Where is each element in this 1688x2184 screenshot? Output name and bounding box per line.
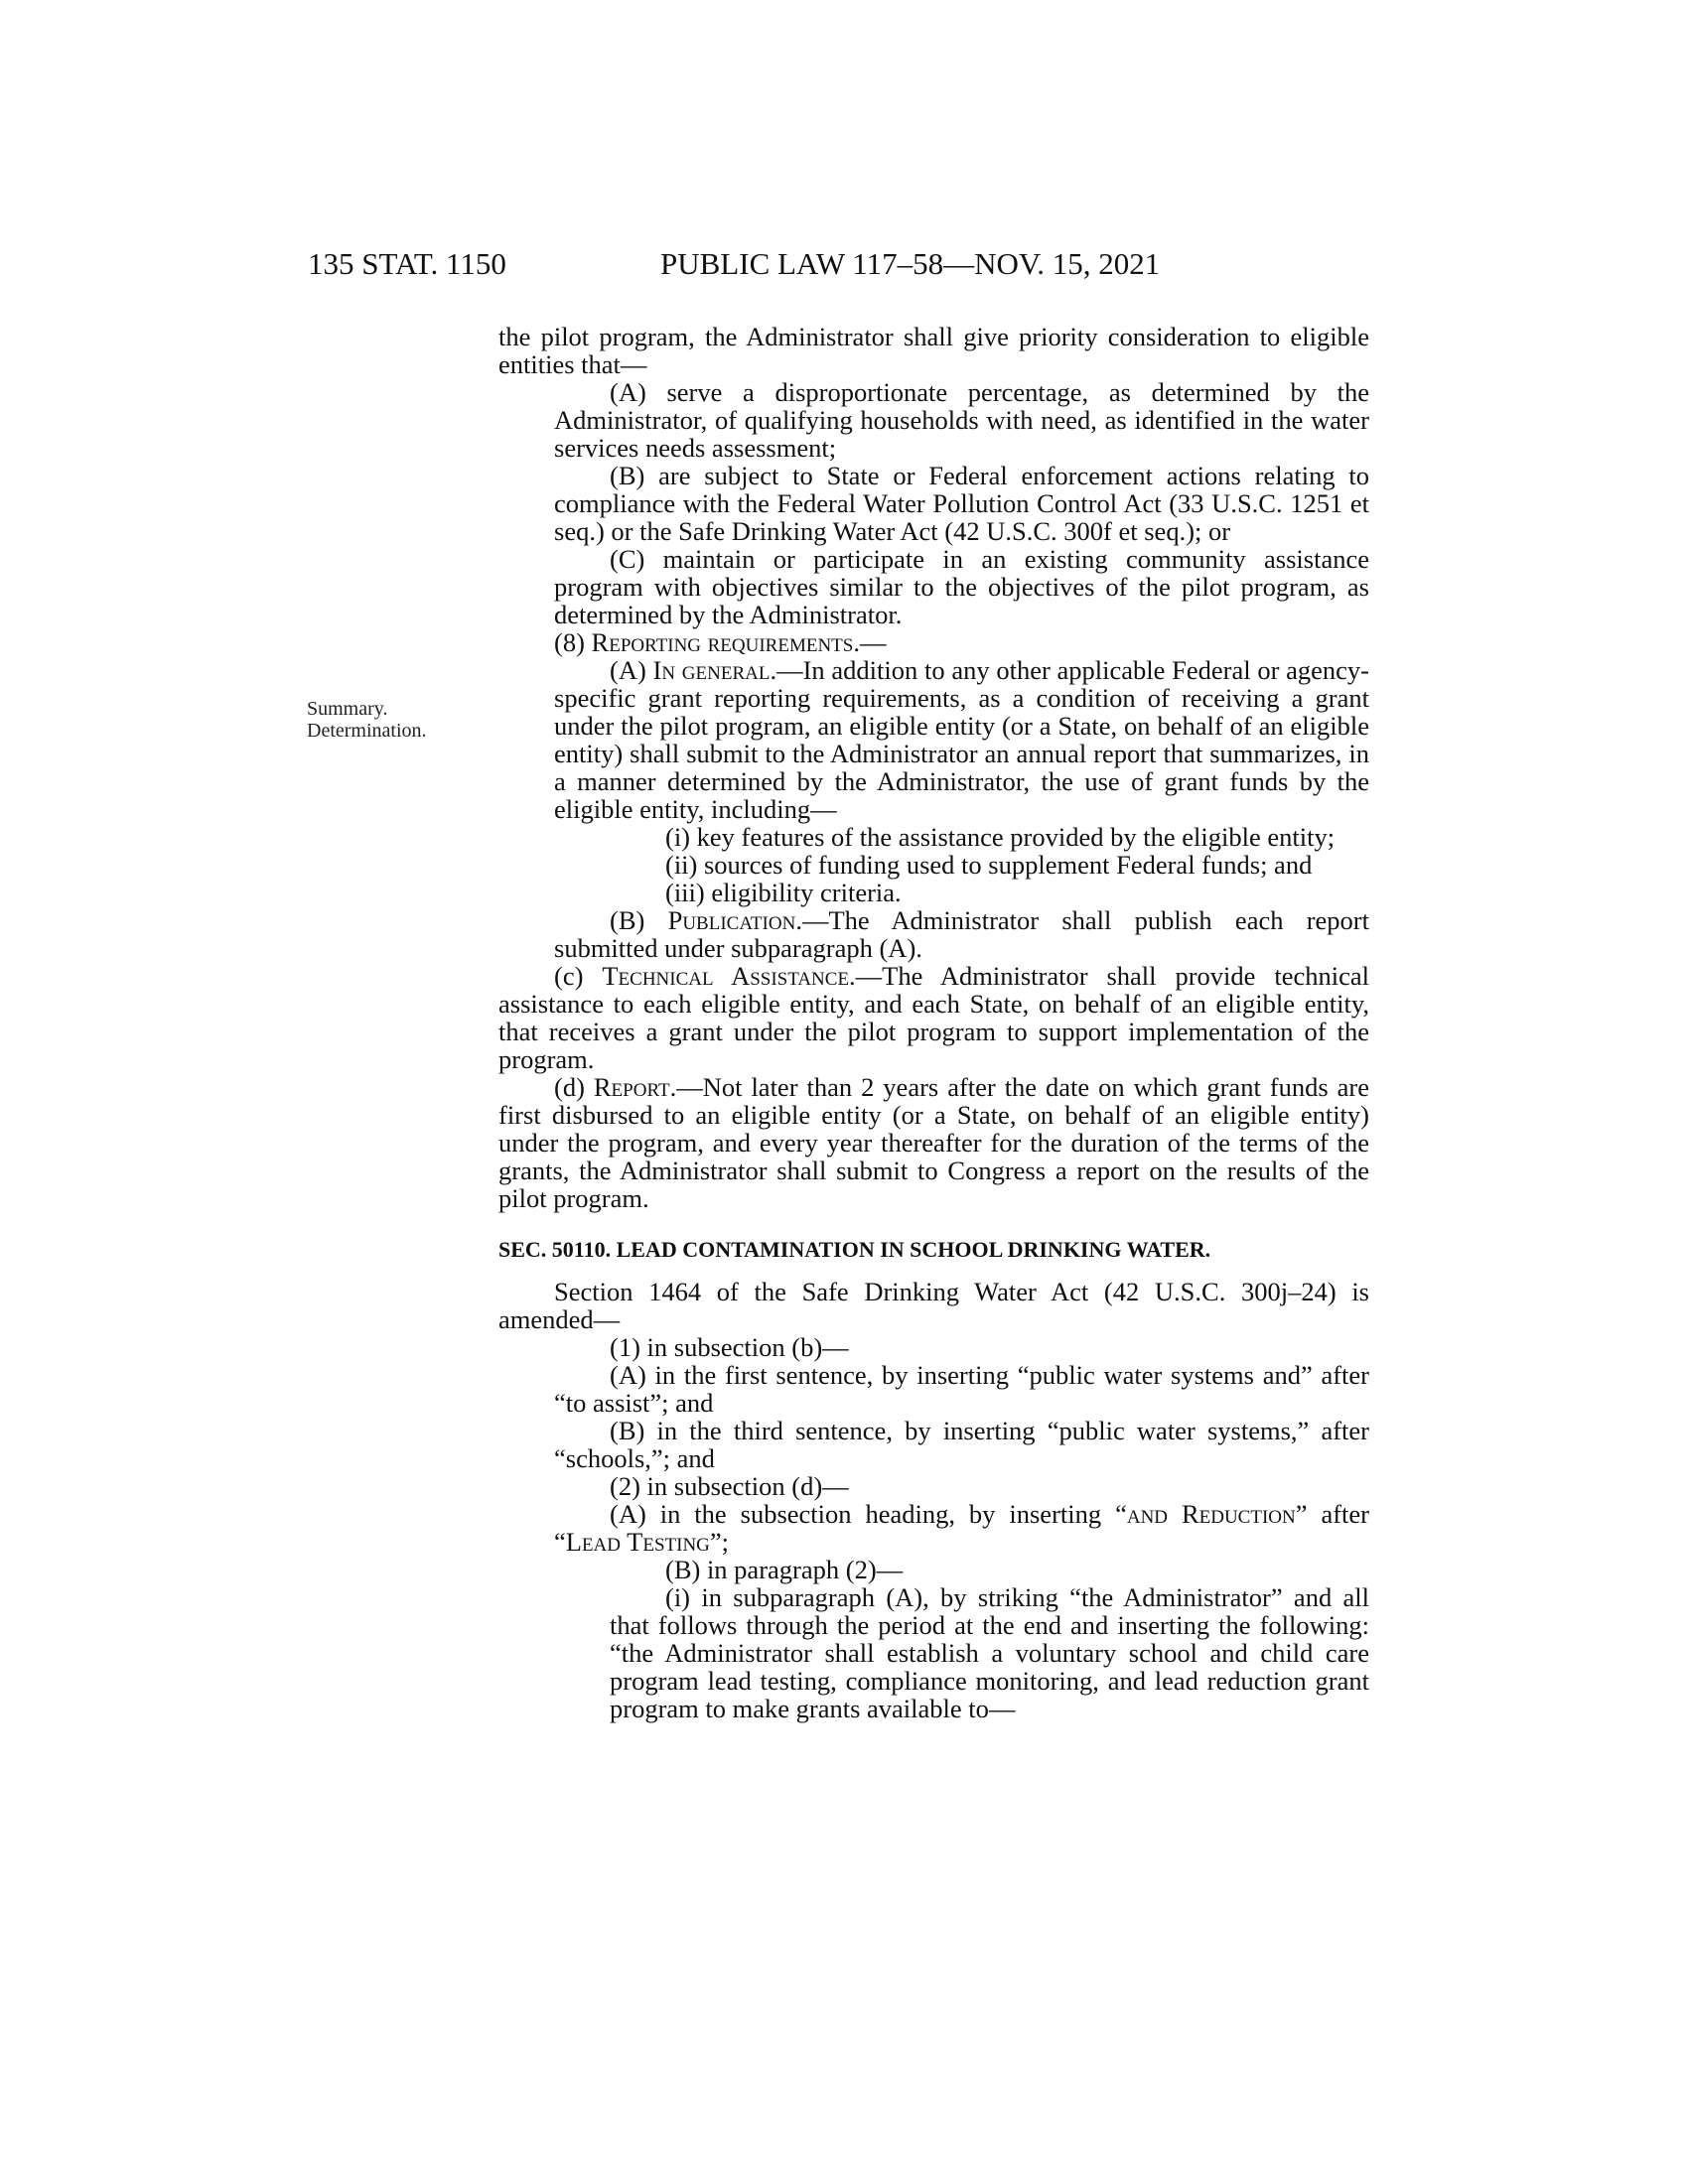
paragraph-report: (d) Report.—Not later than 2 years after the date on which grant funds are first disbursed to an eligible entity (or a State, on behalf of an eligible entity) under the program, and every year thereafter for the duration of the terms of the grants, the Administrator shall submit to Congress a report on the results of the pilot program.	[498, 1072, 1369, 1213]
margin-note-determination: Determination.	[307, 720, 427, 742]
paragraph-subparagraph-a: (i) in subparagraph (A), by striking “the Administrator” and all that follows through the period at the end and inserting the following: “the Administrator shall establish a voluntary school and child care program lead testing, compliance monitoring, and lead reduction grant program to make grants available to—	[610, 1582, 1369, 1723]
public-law-header: PUBLIC LAW 117–58—NOV. 15, 2021	[660, 246, 1161, 281]
paragraph-8-reporting: (8) Reporting requirements.—	[554, 627, 887, 657]
section-heading: SEC. 50110. LEAD CONTAMINATION IN SCHOOL DRINKING WATER.	[498, 1237, 1211, 1262]
paragraph-item-a: (A) serve a disproportionate percentage, as determined by the Administrator, of qualifying households with need, as identified in the water services needs assessment;	[554, 377, 1369, 463]
margin-note-summary: Summary.	[307, 698, 388, 720]
paragraph-section-1464: Section 1464 of the Safe Drinking Water Act (42 U.S.C. 300j–24) is amended—	[498, 1277, 1369, 1334]
paragraph-item-b: (B) are subject to State or Federal enforcement actions relating to compliance with the Federal Water Pollution Control Act (33 U.S.C. 1251 et seq.) or the Safe Drinking Water Act (42 U.S.C. 300f et seq.); or	[554, 461, 1369, 546]
margin-note	[307, 698, 427, 742]
paragraph-clause-ii: (ii) sources of funding used to supplement Federal funds; and	[665, 850, 1313, 880]
paragraph-paragraph-2: (B) in paragraph (2)—	[665, 1555, 904, 1584]
paragraph-first-sentence: (A) in the first sentence, by inserting “public water systems and” after “to assist”; and	[554, 1360, 1369, 1418]
paragraph-subsection-b: (1) in subsection (b)—	[610, 1332, 849, 1362]
paragraph-item-c: (C) maintain or participate in an existing community assistance program with objectives similar to the objectives of the pilot program, as determined by the Administrator.	[554, 544, 1369, 629]
body-text	[498, 323, 1369, 1722]
paragraph-third-sentence: (B) in the third sentence, by inserting “public water systems,” after “schools,”; and	[554, 1416, 1369, 1473]
stat-citation: 135 STAT. 1150	[308, 246, 506, 281]
paragraph-publication: (B) Publication.—The Administrator shall publish each report submitted under subparagraph (A).	[554, 905, 1369, 963]
paragraph-technical-assistance: (c) Technical Assistance.—The Administrator shall provide technical assistance to each eligible entity, and each State, on behalf of an eligible entity, that receives a grant under the pilot program to support implementation of the program.	[498, 961, 1369, 1074]
paragraph-priority-intro: the pilot program, the Administrator shall give priority consideration to eligible entities that—	[498, 322, 1369, 379]
paragraph-clause-iii: (iii) eligibility criteria.	[665, 878, 902, 907]
paragraph-subsection-d: (2) in subsection (d)—	[610, 1471, 849, 1501]
paragraph-in-general: (A) In general.—In addition to any other applicable Federal or agency-specific grant reporting requirements, as a condition of receiving a grant under the pilot program, an eligible entity (or a State, on behalf of an eligible entity) shall submit to the Administrator an annual report that summarizes, in a manner determined by the Administrator, the use of grant funds by the eligible entity, including—	[554, 655, 1369, 824]
paragraph-subsection-heading: (A) in the subsection heading, by inserting “and Reduction” after “Lead Testing”;	[554, 1499, 1369, 1557]
paragraph-clause-i: (i) key features of the assistance provided by the eligible entity;	[665, 822, 1336, 852]
